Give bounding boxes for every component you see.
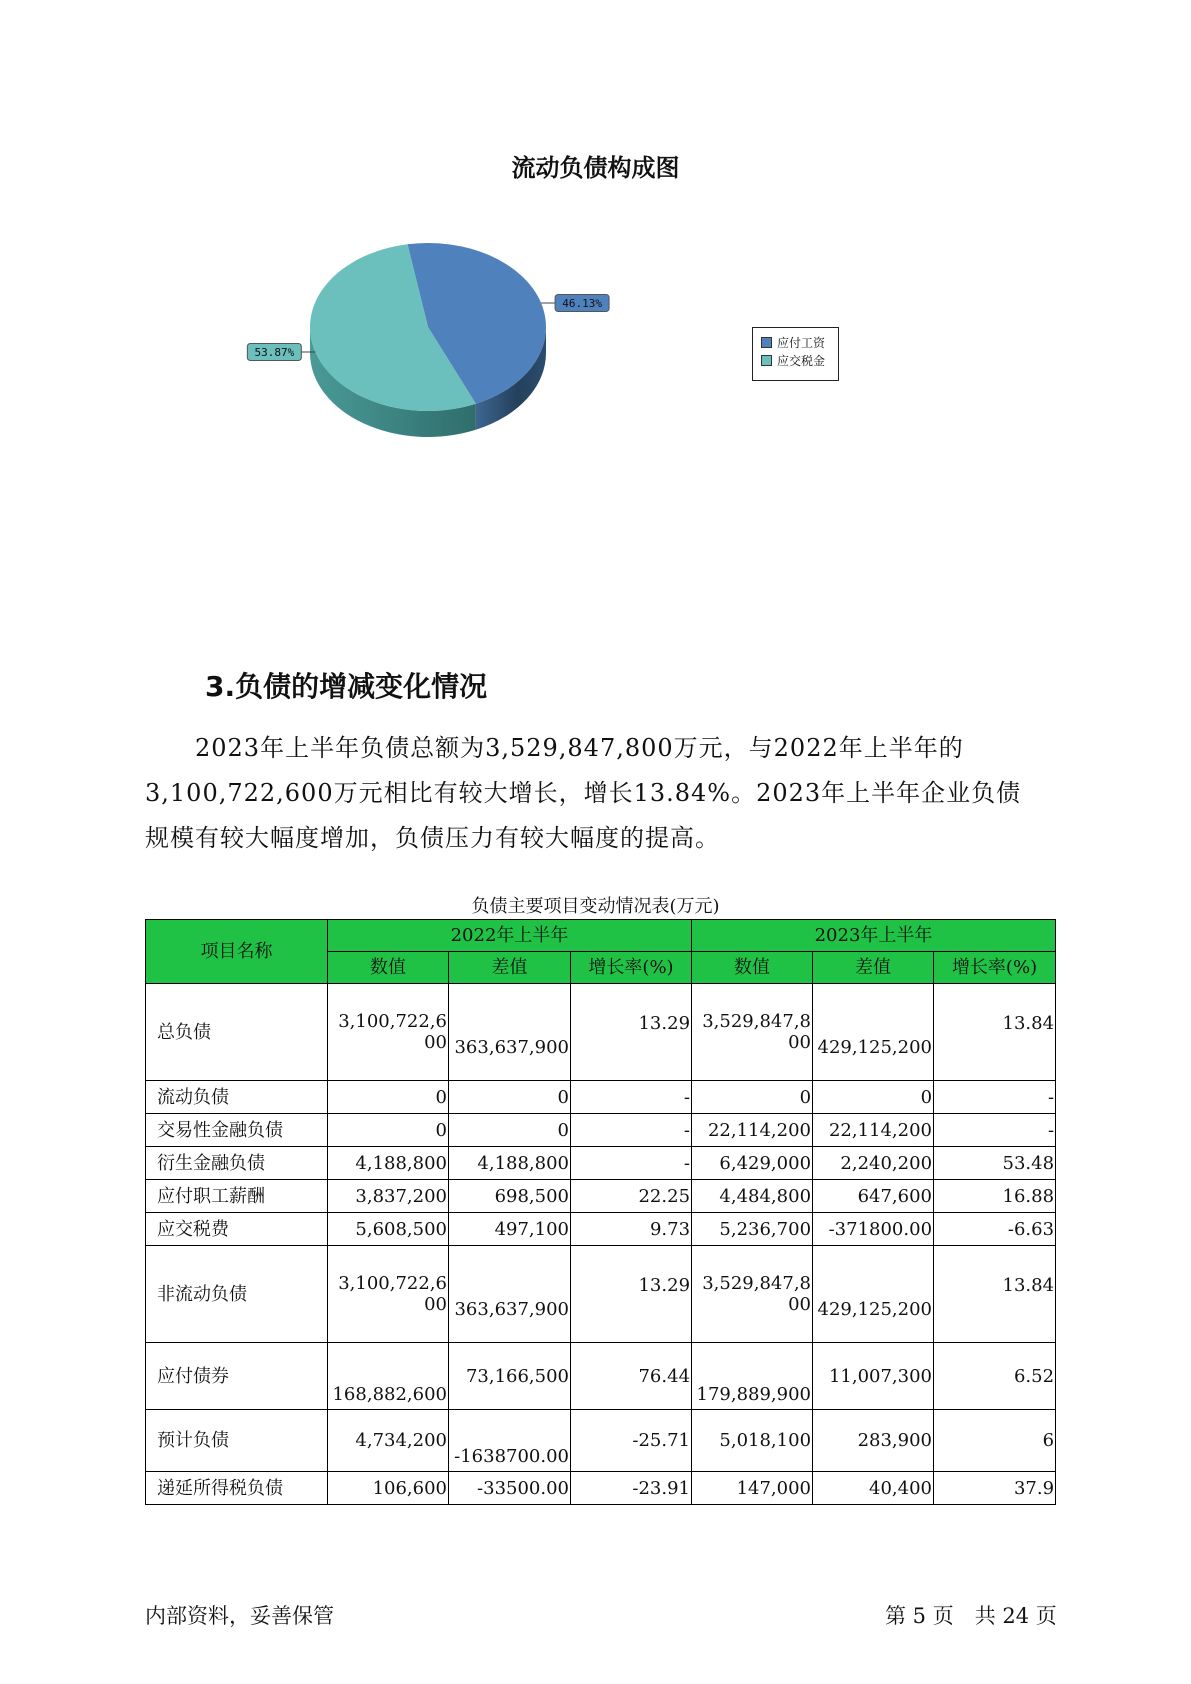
table-cell: -25.71 xyxy=(571,1410,692,1472)
table-cell: 13.29 xyxy=(571,1246,692,1343)
pie-data-label: 46.13% xyxy=(562,297,602,310)
legend-swatch-taxes xyxy=(761,355,772,366)
table-cell: 53.48 xyxy=(934,1147,1056,1180)
table-cell: 3,100,722,600 xyxy=(328,984,449,1081)
subheader-value-2023: 数值 xyxy=(692,952,813,984)
pie-chart xyxy=(0,0,1191,600)
chart-title: 流动负债构成图 xyxy=(511,154,680,182)
table-cell: -371800.00 xyxy=(813,1213,934,1246)
table-row xyxy=(146,1213,1056,1246)
subheader-diff-2022: 差值 xyxy=(449,952,571,984)
table-cell: 497,100 xyxy=(449,1213,571,1246)
row-label: 应交税费 xyxy=(146,1213,328,1246)
table-cell: 13.29 xyxy=(571,984,692,1081)
table-cell: 37.9 xyxy=(934,1472,1056,1505)
legend-item-taxes xyxy=(761,353,825,369)
legend-label-taxes: 应交税金 xyxy=(777,354,826,368)
table-cell: -23.91 xyxy=(571,1472,692,1505)
table-cell: 0 xyxy=(813,1081,934,1114)
table-cell: 6 xyxy=(934,1410,1056,1472)
table-cell: 0 xyxy=(449,1114,571,1147)
table-cell: 11,007,300 xyxy=(813,1343,934,1410)
table-row xyxy=(146,1114,1056,1147)
table-cell: 106,600 xyxy=(328,1472,449,1505)
table-cell: 283,900 xyxy=(813,1410,934,1472)
table-cell: 0 xyxy=(328,1114,449,1147)
table-cell: - xyxy=(571,1147,692,1180)
row-label: 应付职工薪酬 xyxy=(146,1180,328,1213)
table-cell: 73,166,500 xyxy=(449,1343,571,1410)
table-cell: 647,600 xyxy=(813,1180,934,1213)
table-row xyxy=(146,1180,1056,1213)
header-period-2022: 2022年上半年 xyxy=(328,920,692,952)
table-cell: -6.63 xyxy=(934,1213,1056,1246)
subheader-rate-2023: 增长率(%) xyxy=(934,952,1056,984)
row-label: 总负债 xyxy=(146,984,328,1081)
footer-confidential: 内部资料，妥善保管 xyxy=(145,1604,334,1628)
table-cell: 3,837,200 xyxy=(328,1180,449,1213)
paragraph-line-1: 2023年上半年负债总额为3,529,847,800万元，与2022年上半年的 xyxy=(145,734,964,762)
row-label: 衍生金融负债 xyxy=(146,1147,328,1180)
table-cell: 22.25 xyxy=(571,1180,692,1213)
table-row xyxy=(146,1246,1056,1343)
table-caption: 负债主要项目变动情况表(万元) xyxy=(471,896,720,917)
table-cell: 3,529,847,800 xyxy=(692,984,813,1081)
table-cell: 6.52 xyxy=(934,1343,1056,1410)
table-cell: 4,188,800 xyxy=(449,1147,571,1180)
legend-swatch-wages xyxy=(761,337,772,348)
table-cell: - xyxy=(934,1114,1056,1147)
table-cell: 3,529,847,800 xyxy=(692,1246,813,1343)
table-row xyxy=(146,1410,1056,1472)
table-cell: 147,000 xyxy=(692,1472,813,1505)
row-label: 递延所得税负债 xyxy=(146,1472,328,1505)
legend-label-wages: 应付工资 xyxy=(777,336,826,350)
table-cell: 0 xyxy=(692,1081,813,1114)
paragraph-line-3: 规模有较大幅度增加，负债压力有较大幅度的提高。 xyxy=(145,824,720,852)
row-label: 应付债券 xyxy=(146,1343,328,1410)
table-cell: 4,188,800 xyxy=(328,1147,449,1180)
table-cell: -33500.00 xyxy=(449,1472,571,1505)
table-cell: 179,889,900 xyxy=(692,1343,813,1410)
header-period-2023: 2023年上半年 xyxy=(692,920,1056,952)
subheader-value-2022: 数值 xyxy=(328,952,449,984)
table-cell: - xyxy=(571,1081,692,1114)
row-label: 交易性金融负债 xyxy=(146,1114,328,1147)
table-cell: 698,500 xyxy=(449,1180,571,1213)
header-item-name: 项目名称 xyxy=(146,920,328,984)
liability-change-table xyxy=(145,919,1056,1505)
table-cell: - xyxy=(571,1114,692,1147)
table-cell: 429,125,200 xyxy=(813,984,934,1081)
table-cell: 5,018,100 xyxy=(692,1410,813,1472)
table-cell: 4,484,800 xyxy=(692,1180,813,1213)
table-cell: 9.73 xyxy=(571,1213,692,1246)
table-cell: 0 xyxy=(328,1081,449,1114)
paragraph-line-2: 3,100,722,600万元相比有较大增长，增长13.84%。2023年上半年企业负债 xyxy=(145,779,1022,807)
table-cell: 6,429,000 xyxy=(692,1147,813,1180)
table-header-row-1 xyxy=(146,920,1056,952)
legend-item-wages xyxy=(761,335,825,351)
table-cell: 363,637,900 xyxy=(449,1246,571,1343)
table-row xyxy=(146,1343,1056,1410)
pie-group xyxy=(247,243,609,437)
table-cell: 0 xyxy=(449,1081,571,1114)
chart-legend xyxy=(752,327,839,381)
section-title: 3.负债的增减变化情况 xyxy=(205,670,488,703)
row-label: 预计负债 xyxy=(146,1410,328,1472)
table-cell: 76.44 xyxy=(571,1343,692,1410)
table-cell: 363,637,900 xyxy=(449,984,571,1081)
table-cell: 13.84 xyxy=(934,1246,1056,1343)
subheader-diff-2023: 差值 xyxy=(813,952,934,984)
subheader-rate-2022: 增长率(%) xyxy=(571,952,692,984)
table-cell: -1638700.00 xyxy=(449,1410,571,1472)
row-label: 流动负债 xyxy=(146,1081,328,1114)
table-cell: 2,240,200 xyxy=(813,1147,934,1180)
table-cell: 5,608,500 xyxy=(328,1213,449,1246)
table-row xyxy=(146,1147,1056,1180)
table-cell: 3,100,722,600 xyxy=(328,1246,449,1343)
table-cell: 22,114,200 xyxy=(813,1114,934,1147)
table-cell: 13.84 xyxy=(934,984,1056,1081)
pie-data-label: 53.87% xyxy=(254,346,295,359)
table-row xyxy=(146,1081,1056,1114)
table-cell: - xyxy=(934,1081,1056,1114)
table-cell: 16.88 xyxy=(934,1180,1056,1213)
table-row xyxy=(146,984,1056,1081)
footer-page-number: 第 5 页 共 24 页 xyxy=(885,1604,1057,1628)
table-cell: 168,882,600 xyxy=(328,1343,449,1410)
table-row xyxy=(146,1472,1056,1505)
table-cell: 5,236,700 xyxy=(692,1213,813,1246)
table-cell: 429,125,200 xyxy=(813,1246,934,1343)
row-label: 非流动负债 xyxy=(146,1246,328,1343)
table-cell: 22,114,200 xyxy=(692,1114,813,1147)
table-cell: 4,734,200 xyxy=(328,1410,449,1472)
table-cell: 40,400 xyxy=(813,1472,934,1505)
